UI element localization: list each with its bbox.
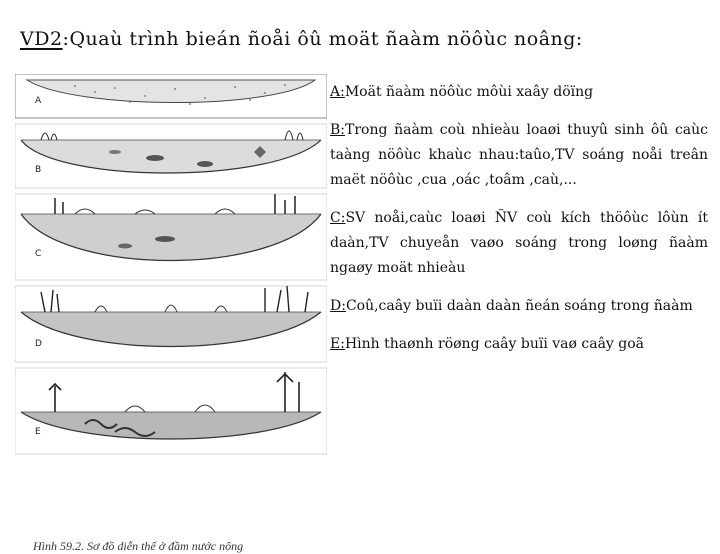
stage-d-key: D: (330, 298, 346, 314)
stage-e-text: Hình thaønh röøng caây buïi vaø caây goã (344, 336, 645, 352)
stage-label-a: A (35, 96, 42, 106)
stage-label-b: B (35, 165, 42, 175)
page-title (20, 28, 583, 50)
title-text: :Quaù trình bieán ñoåi ôû moät ñaàm nöôùc noâng: (62, 28, 583, 50)
stage-label-e: E (35, 427, 41, 437)
stage-d-text: Coû,caây buïi daàn daàn ñeán soáng trong ñaàm (345, 298, 693, 314)
succession-figure (15, 74, 327, 553)
stage-c-description (330, 206, 708, 281)
stage-c-text: SV noåi,caùc loaøi ÑV coù kích thöôùc lôùn ít daàn,TV chuyeån vaøo soáng trong loøng ñaàm ngaøy moät nhieàu (330, 210, 708, 276)
stage-a-description (330, 80, 708, 105)
panel-b (15, 124, 327, 188)
stage-label-d: D (35, 339, 42, 349)
title-prefix: VD2 (20, 28, 63, 50)
stage-c-key: C: (330, 210, 346, 226)
stage-descriptions (330, 80, 708, 370)
succession-illustration (15, 74, 327, 484)
panel-a (15, 74, 327, 118)
stage-label-c: C (35, 249, 42, 259)
stage-a-key: A: (330, 84, 345, 100)
stage-a-text: Moät ñaàm nöôùc môùi xaây döïng (344, 84, 594, 100)
panel-d (15, 286, 327, 362)
stage-b-description (330, 118, 708, 193)
figure-caption: Hình 59.2. Sơ đồ diễn thế ở đầm nước nông (33, 539, 244, 553)
stage-e-description (330, 332, 708, 357)
stage-e-key: E: (330, 336, 345, 352)
panel-c (15, 194, 327, 280)
stage-b-text: Trong ñaàm coù nhieàu loaøi thuyû sinh ôû caùc taàng nöôùc khaùc nhau:taûo,TV soáng noåi treân maët nöôùc ,cua ,oác ,toâm ,caù,... (330, 122, 708, 188)
panel-e (15, 368, 327, 454)
stage-d-description (330, 294, 708, 319)
stage-b-key: B: (330, 122, 346, 138)
